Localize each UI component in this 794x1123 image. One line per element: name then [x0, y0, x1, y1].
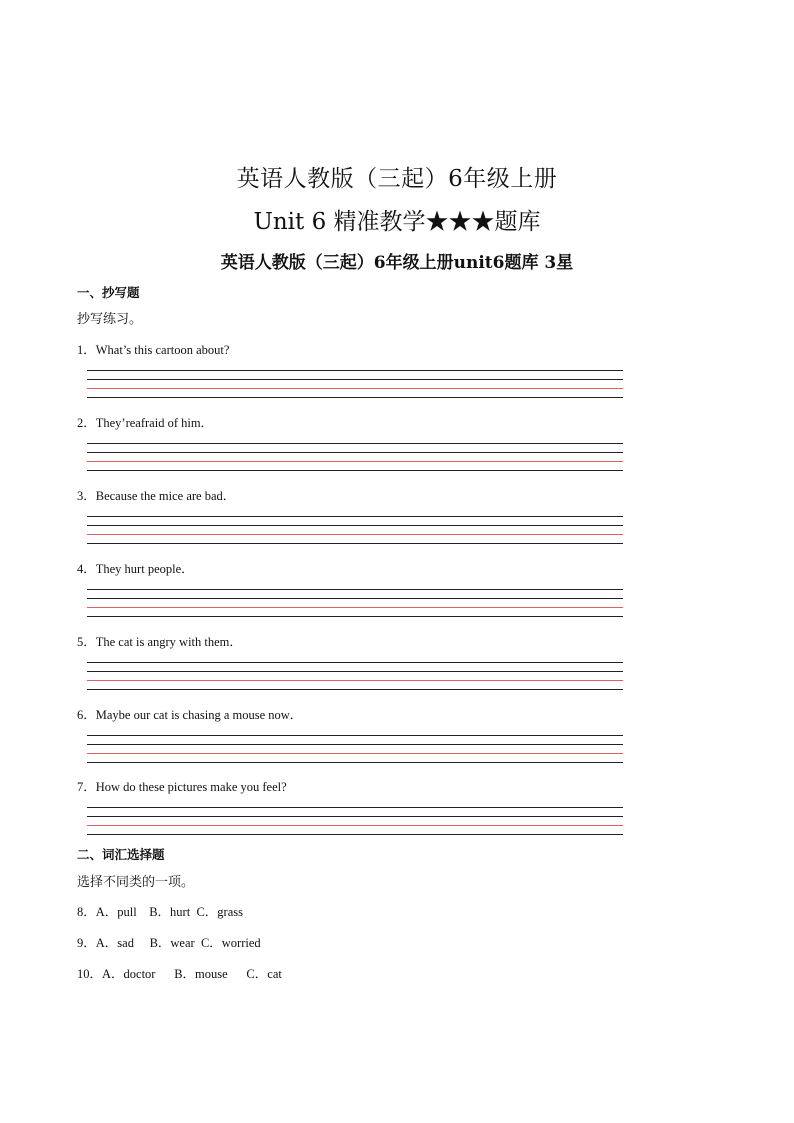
- section1-instruction: 抄写练习。: [77, 312, 143, 327]
- section1-heading: 一、抄写题: [77, 285, 140, 300]
- writing-lines-2[interactable]: [87, 443, 623, 473]
- question-2: 2．They’reafraid of him．: [77, 416, 214, 430]
- writing-lines-3[interactable]: [87, 516, 623, 546]
- section2-heading: 二、词汇选择题: [77, 847, 165, 862]
- question-3: 3．Because the mice are bad．: [77, 489, 236, 503]
- question-7: 7．How do these pictures make you feel?: [77, 780, 287, 794]
- document-unit-title: Unit 6 精准教学★★★题库: [253, 209, 541, 235]
- writing-lines-7[interactable]: [87, 807, 623, 837]
- question-6: 6．Maybe our cat is chasing a mouse now．: [77, 708, 303, 722]
- question-10: 10．A．doctor B．mouse C．cat: [77, 967, 282, 981]
- question-8: 8．A．pull B．hurt C．grass: [77, 905, 243, 919]
- writing-lines-1[interactable]: [87, 370, 623, 400]
- question-1: 1．What’s this cartoon about?: [77, 343, 230, 357]
- document-title: 英语人教版（三起）6年级上册: [236, 166, 558, 192]
- question-5: 5．The cat is angry with them．: [77, 635, 242, 649]
- section2-instruction: 选择不同类的一项。: [77, 875, 195, 890]
- writing-lines-5[interactable]: [87, 662, 623, 692]
- question-9: 9．A．sad B．wear C．worried: [77, 936, 261, 950]
- writing-lines-4[interactable]: [87, 589, 623, 619]
- writing-lines-6[interactable]: [87, 735, 623, 765]
- document-subtitle: 英语人教版（三起）6年级上册unit6题库 3星: [220, 253, 574, 273]
- question-4: 4．They hurt people．: [77, 562, 194, 576]
